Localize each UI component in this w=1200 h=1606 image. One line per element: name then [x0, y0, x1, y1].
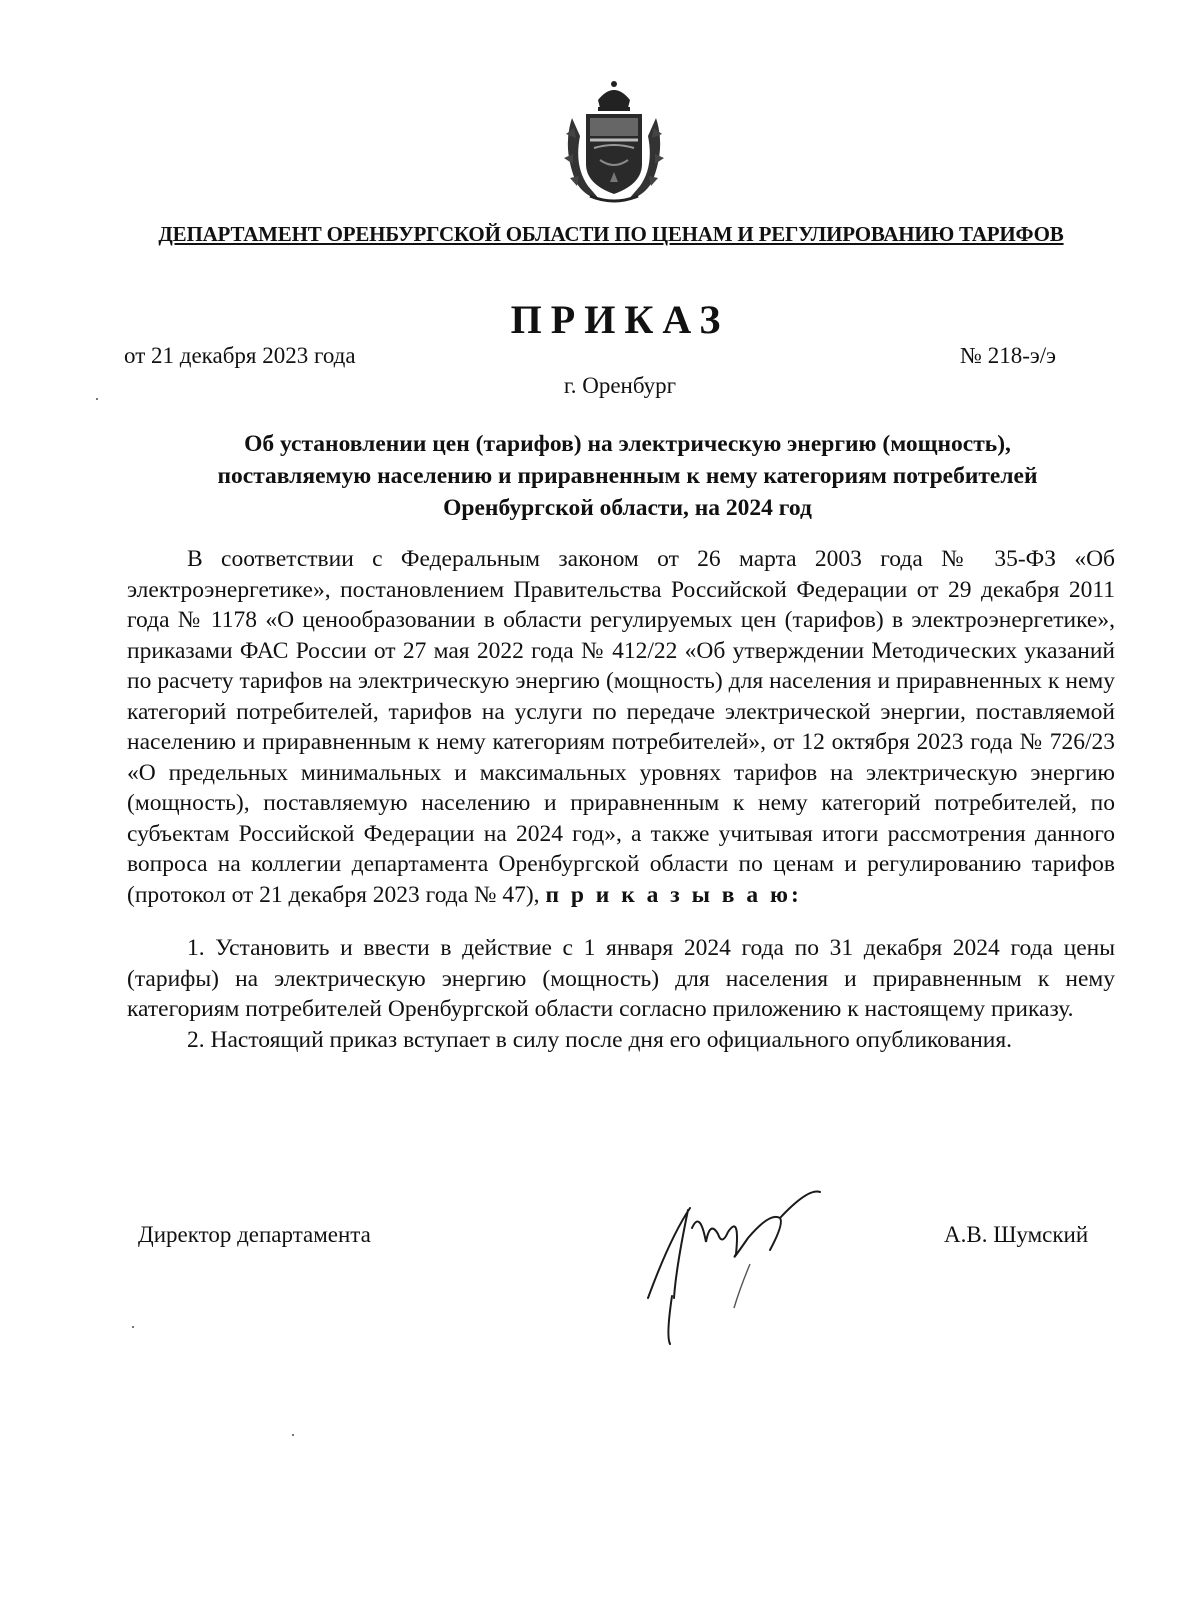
handwritten-signature-icon: [630, 1168, 860, 1348]
signatory-title: Директор департамента: [138, 1222, 371, 1247]
subject-line: Об установлении цен (тарифов) на электрическую энергию (мощность),: [244, 431, 1011, 457]
order-subject: [140, 428, 1115, 524]
scan-speck: [96, 398, 98, 400]
department-title: ДЕПАРТАМЕНТ ОРЕНБУРГСКОЙ ОБЛАСТИ ПО ЦЕНАМ И РЕГУЛИРОВАНИЮ ТАРИФОВ: [158, 222, 1064, 246]
order-city: г. Оренбург: [563, 373, 677, 398]
document-type-heading: ПРИКАЗ: [510, 297, 730, 342]
item-1-paragraph: 1. Установить и ввести в действие с 1 января 2024 года по 31 декабря 2024 года цены (тарифы) на электрическую энергию (мощность) для населения и приравненным к нему категориям потребителей Оренбургской области согласно приложению к настоящему приказу.: [127, 935, 1115, 1022]
item-2-paragraph: 2. Настоящий приказ вступает в силу после дня его официального опубликования.: [187, 1026, 1013, 1053]
subject-line: поставляемую населению и приравненным к нему категориям потребителей: [217, 463, 1038, 489]
decree-word: п р и к а з ы в а ю:: [545, 881, 802, 908]
order-body: [127, 544, 1115, 1055]
preamble-paragraph: [127, 544, 1115, 910]
order-number: № 218-э/э: [960, 343, 1056, 368]
scan-speck: [132, 1326, 134, 1328]
order-date: от 21 декабря 2023 года: [124, 343, 356, 368]
scan-speck: [292, 1434, 294, 1436]
subject-line: Оренбургской области, на 2024 год: [443, 495, 812, 521]
signatory-name: А.В. Шумский: [944, 1222, 1089, 1247]
preamble-text: В соответствии с Федеральным законом от 26 марта 2003 года № 35-ФЗ «Об электроэнергетике», постановлением Правительства Российской Федерации от 29 декабря 2011 года № 1178 «О ценообразовании в области регулируемых цен (тарифов) в электроэнергетике», приказами ФАС России от 27 мая 2022 года № 412/22 «Об утверждении Методических указаний по расчету тарифов на электрическую энергию (мощность) для населения и приравненных к нему категорий потребителей, тарифов на услуги по передаче электрической энергии, поставляемой населению и приравненным к нему категориям потребителей», от 12 октября 2023 года № 726/23 «О предельных минимальных и максимальных уровнях тарифов на электрическую энергию (мощность), поставляемую населению и приравненным к нему категорий потребителей, по субъектам Российской Федерации на 2024 год», а также учитывая итоги рассмотрения данного вопроса на коллегии департамента Оренбургской области по ценам и регулированию тарифов (протокол от 21 декабря 2023 года № 47),: [127, 546, 1115, 908]
coat-of-arms-icon: [560, 78, 668, 204]
